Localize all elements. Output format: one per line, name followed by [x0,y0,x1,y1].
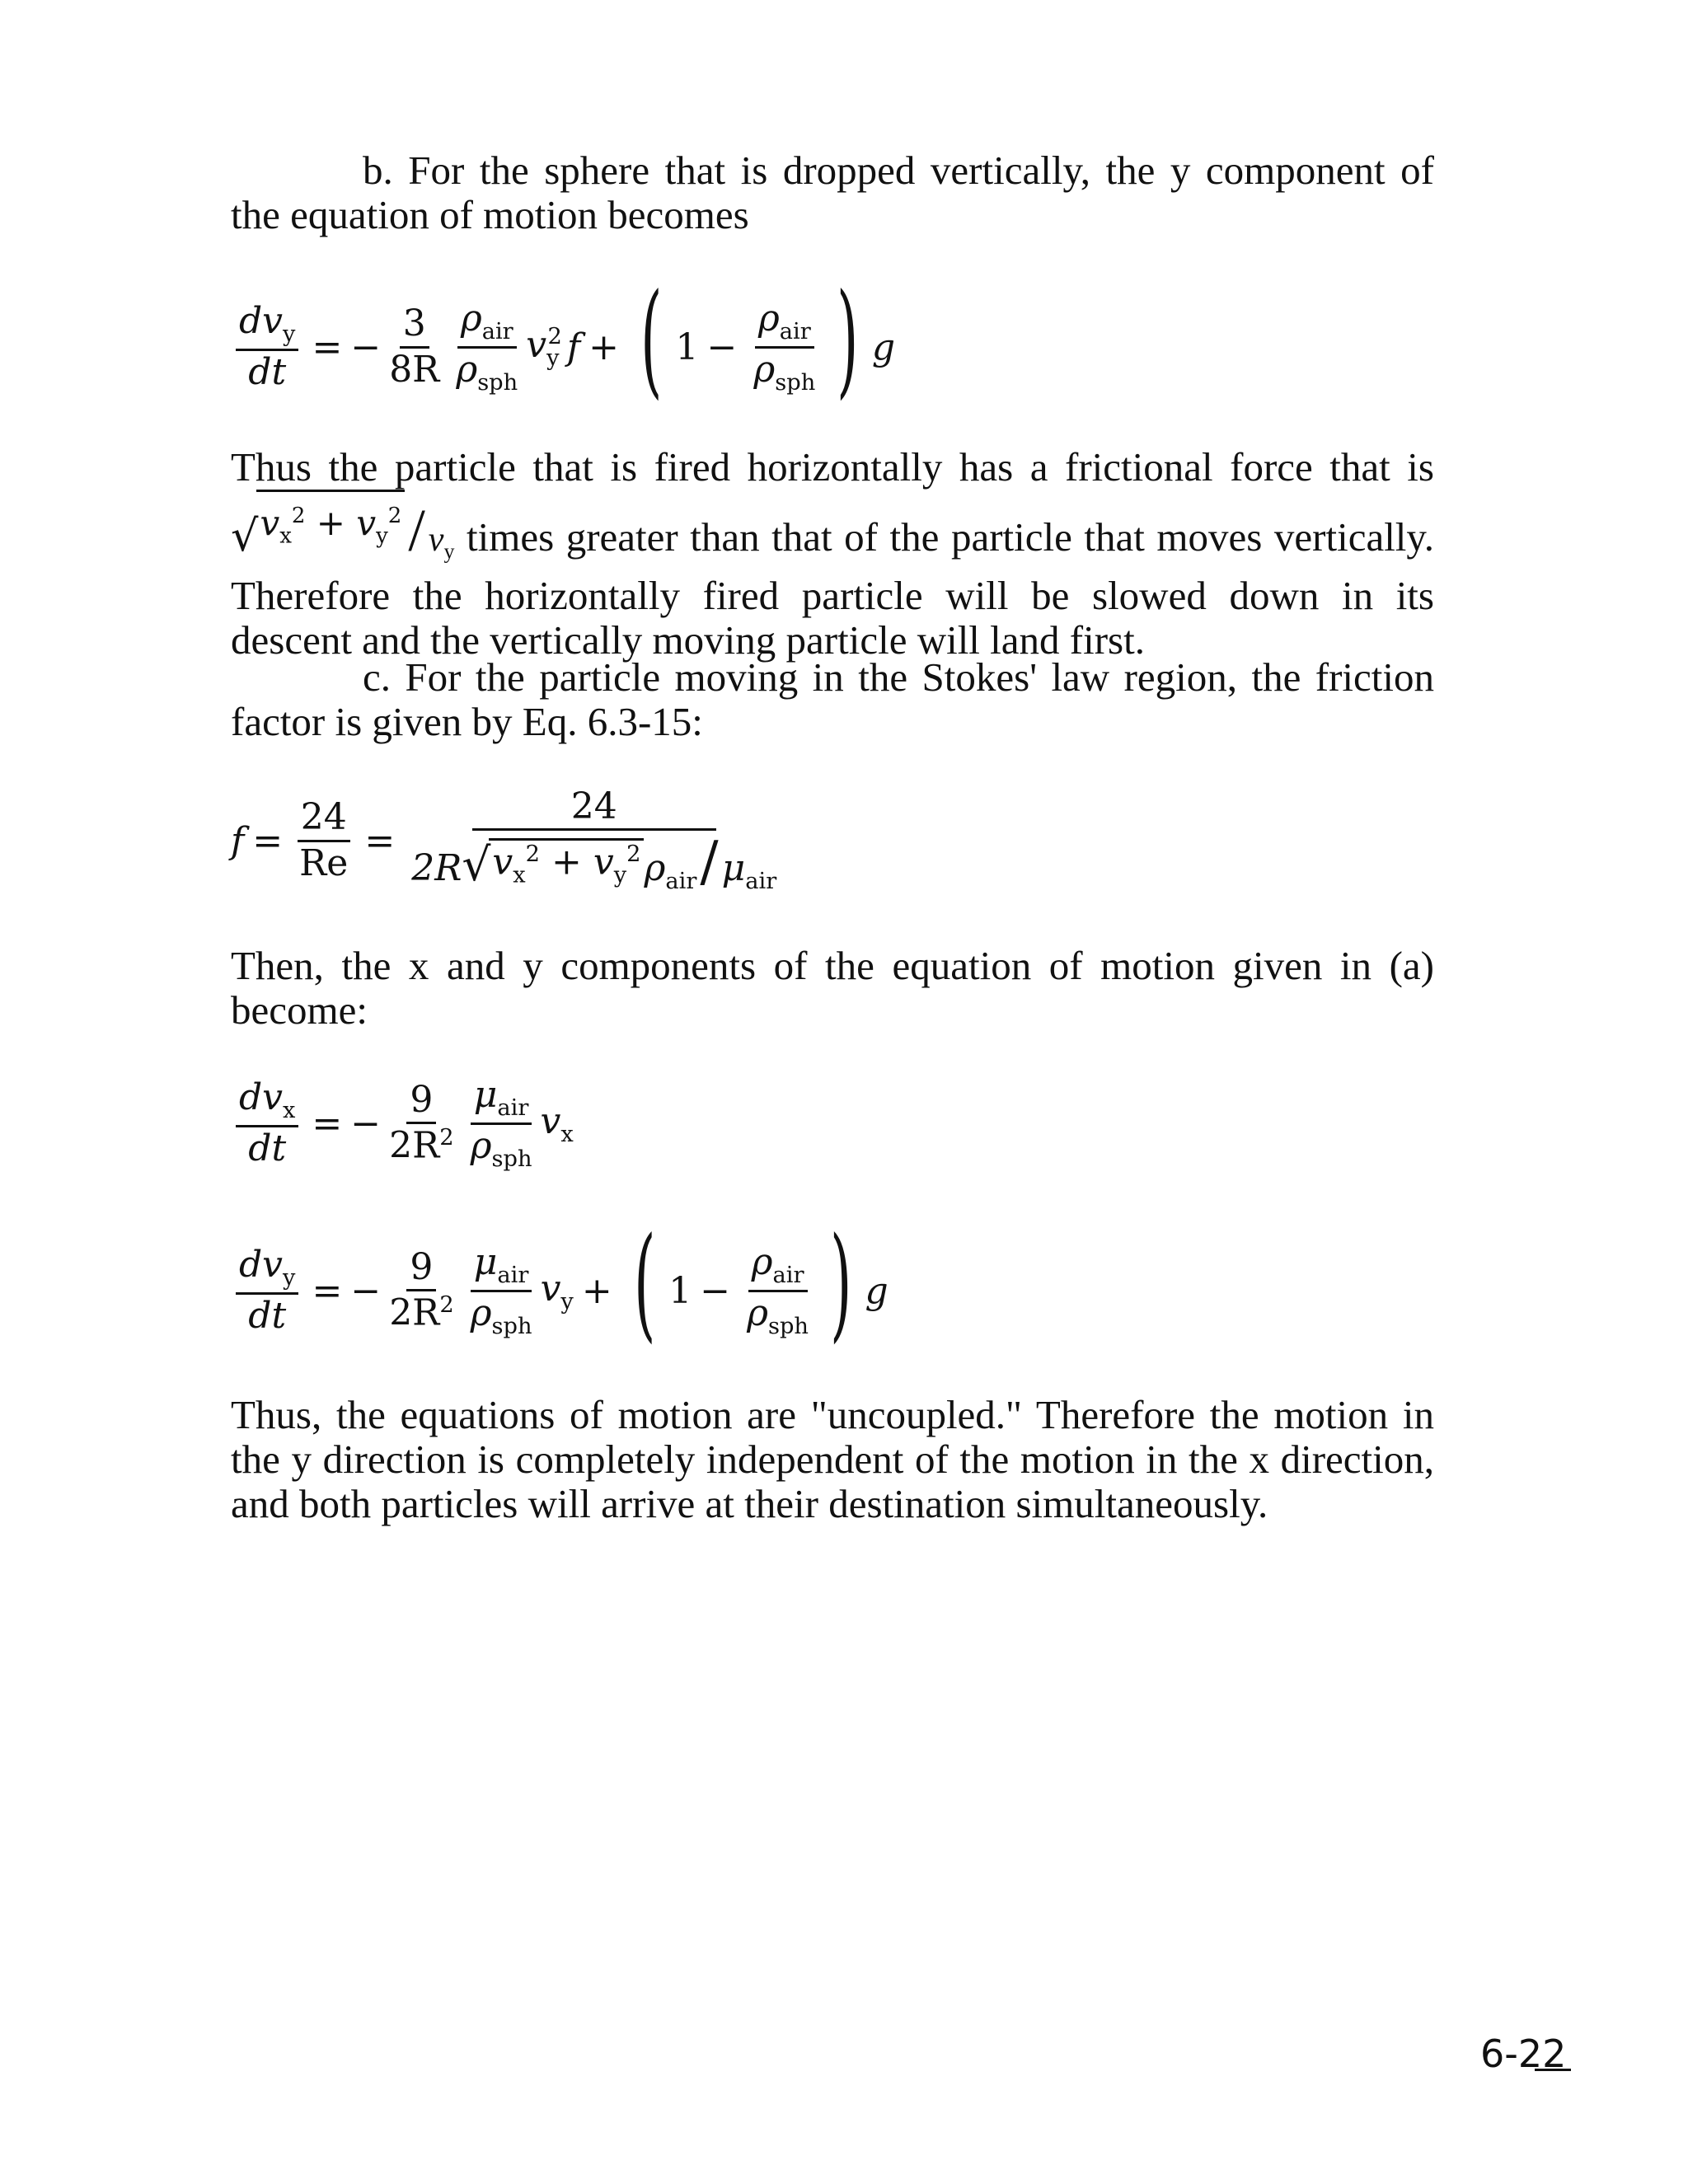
paragraph-3-text: c. For the particle moving in the Stokes' law region, the friction factor is given by Eq. 6.3-15: [231,654,1434,744]
paragraph-5-text: Thus, the equations of motion are "uncoupled." Therefore the motion in the y direction is completely independent of the motion in the x direction, and both particles will arrive at their destination simultaneously. [231,1392,1434,1526]
paragraph-1-text: b. For the sphere that is dropped vertically, the y component of the equation of motion becomes [231,148,1434,237]
paragraph-2: Thus the particle that is fired horizontally has a frictional force that is √ $v_x^2 + v_y^2$ $/v_y$ times greater than that of the particle that moves vertically. Therefore the horizontally fired particle will be slowed down in its descent and the vertically moving particle will land first. [231,444,1434,663]
paragraph-2b-text: times greater than that of the particle that moves vertically. Therefore the horizontally fired particle will be slowed down in its descent and the vertically moving particle will land first. [231,513,1434,663]
equation-3: $\frac{dv_x}{dt}$ = − $\frac{9}{2R^2}$ $\frac{\mu_{air}}{\rho_{sph}}$ $v_x$ [231,1076,574,1172]
inline-sqrt-expression: √ $v_x^2 + v_y^2$ [231,490,405,558]
paragraph-4 [231,944,1434,1033]
paragraph-2-text: Thus the particle that is fired horizontally has a frictional force that is [231,444,1434,490]
paragraph-4-text: Then, the x and y components of the equation of motion given in (a) become: [231,943,1434,1033]
page-number: 6-22 [1480,2032,1567,2076]
equation-2: f = $\frac{24}{Re}$ = 24 2R √ $v_x^2 + v_y^2$ $\rho_{air}/\mu_{air}$ [231,785,777,895]
paragraph-5 [231,1393,1434,1526]
paragraph-3 [231,655,1434,744]
equation-4: $\frac{dv_y}{dt}$ = − $\frac{9}{2R^2}$ $\frac{\mu_{air}}{\rho_{sph}}$ $v_y$ + ( 1 − $\frac{\rho_{air}}{\rho_{sph}}$ ) g [231,1236,889,1345]
equation-1: $\frac{dv_y}{dt}$ = − $\frac{3}{8R}$ $\frac{\rho_{air}}{\rho_{sph}}$ $v_y^2$ f + ( 1 − $\frac{\rho_{air}}{\rho_{sph}}$ ) g [231,293,895,401]
paragraph-1 [231,148,1434,237]
